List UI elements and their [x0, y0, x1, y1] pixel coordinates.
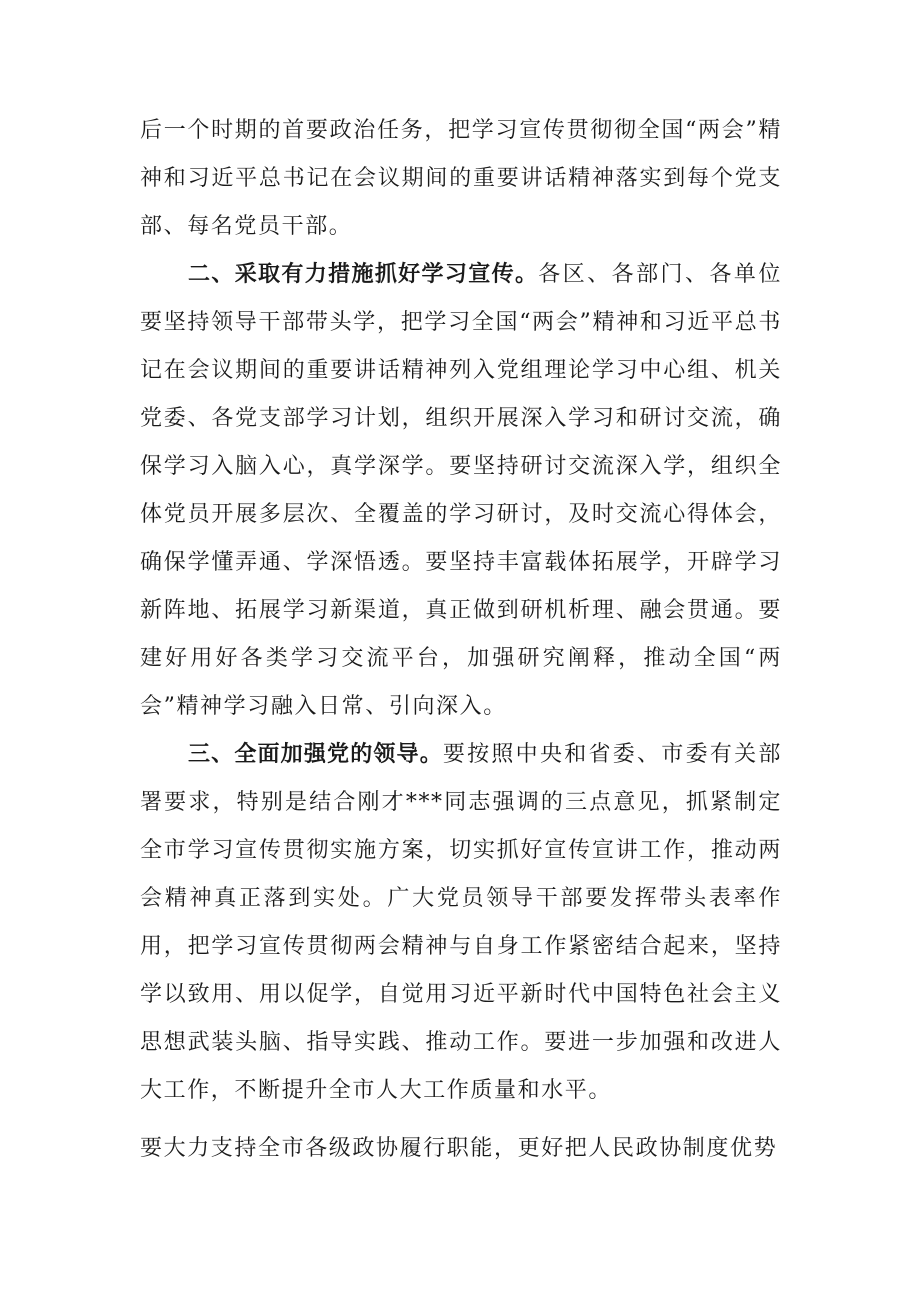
paragraph-text: 各区、各部门、各单位要坚持领导干部带头学，把学习全国“两会”精神和习近平总书记在会议期间的重要讲话精神列入党组理论学习中心组、机关党委、各党支部学习计划，组织开展深入学习和研讨交流，确保学习入脑入心，真学深学。要坚持研讨交流深入学，组织全体党员开展多层次、全覆盖的学习研讨，及时交流心得体会，确保学懂弄通、学深悟透。要坚持丰富载体拓展学，开辟学习新阵地、拓展学习新渠道，真正做到研机析理、融会贯通。要建好用好各类学习交流平台，加强研究阐释，推动全国“两会”精神学习融入日常、引向深入。 [140, 262, 782, 719]
section-heading: 三、全面加强党的领导。 [188, 742, 443, 767]
paragraph-text: 要大力支持全市各级政协履行职能，更好把人民政协制度优势 [140, 1136, 778, 1161]
document-body [140, 107, 782, 1115]
section-heading: 二、采取有力措施抓好学习宣传。 [188, 262, 539, 287]
paragraph-trailing [140, 1125, 800, 1173]
paragraph-continued [140, 107, 782, 251]
paragraph-text: 要按照中央和省委、市委有关部署要求，特别是结合刚才***同志强调的三点意见，抓紧制定全市学习宣传贯彻实施方案，切实抓好宣传宣讲工作，推动两会精神真正落到实处。广大党员领导干部要发挥带头表率作用，把学习宣传贯彻两会精神与自身工作紧密结合起来，坚持学以致用、用以促学，自觉用习近平新时代中国特色社会主义思想武装头脑、指导实践、推动工作。要进一步加强和改进人大工作，不断提升全市人大工作质量和水平。 [140, 742, 782, 1103]
paragraph-section-three [140, 731, 782, 1115]
paragraph-section-two [140, 251, 782, 731]
paragraph-text: 后一个时期的首要政治任务，把学习宣传贯彻彻全国“两会”精神和习近平总书记在会议期间的重要讲话精神落实到每个党支部、每名党员干部。 [140, 118, 782, 239]
